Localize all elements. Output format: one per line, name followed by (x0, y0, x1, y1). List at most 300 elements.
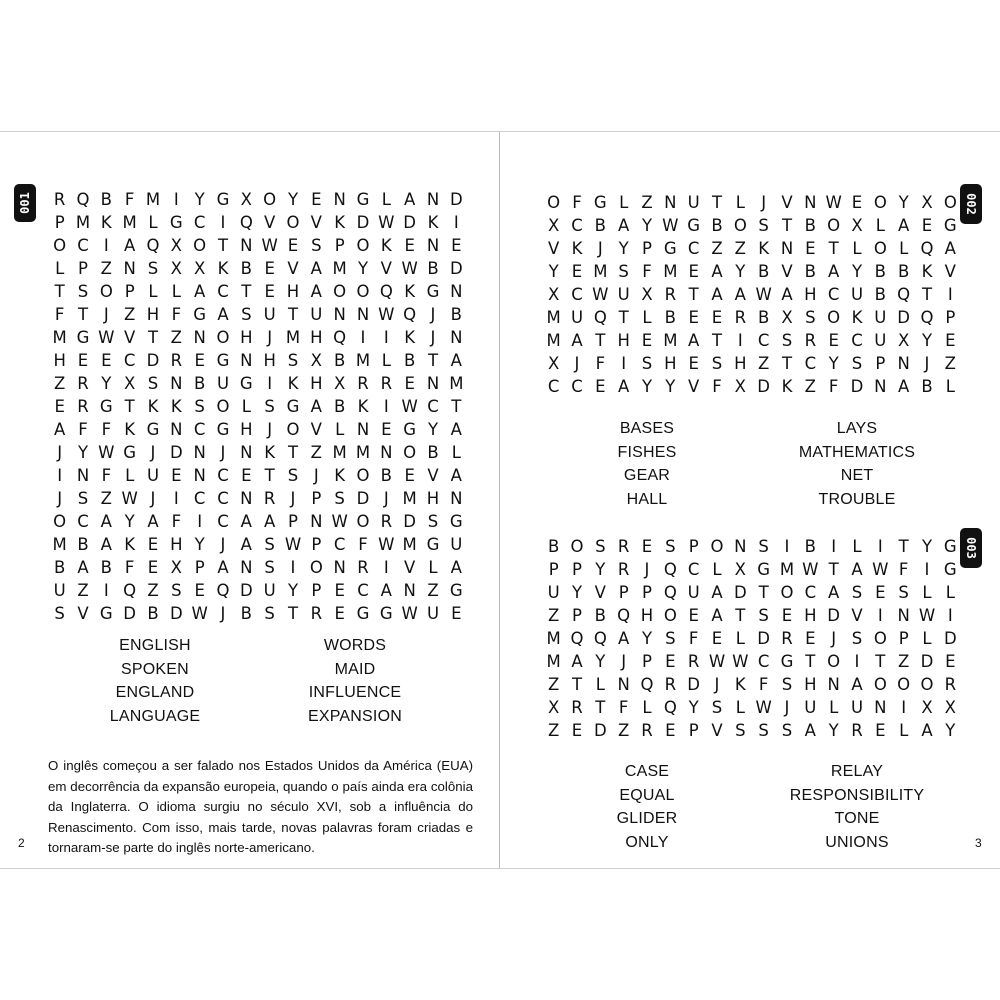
grid-letter: U (874, 308, 887, 328)
grid-letter: I (947, 606, 953, 626)
grid-letter: X (548, 698, 560, 718)
grid-letter: J (597, 239, 603, 259)
grid-letter: E (711, 629, 723, 649)
grid-letter: C (571, 377, 583, 397)
grid-letter: X (548, 285, 560, 305)
grid-letter: S (781, 721, 793, 741)
grid-letter: T (921, 285, 933, 305)
grid-letter: W (261, 236, 278, 256)
grid-letter: Y (665, 377, 676, 397)
grid-letter: Z (100, 259, 112, 279)
grid-letter: N (240, 489, 253, 509)
right-page (500, 132, 1000, 868)
grid-letter: U (617, 285, 630, 305)
grid-letter: N (240, 351, 253, 371)
grid-letter: A (734, 285, 746, 305)
grid-letter: L (922, 629, 932, 649)
grid-letter: W (802, 560, 819, 580)
grid-letter: E (641, 331, 653, 351)
grid-letter: Q (640, 675, 654, 695)
grid-letter: F (572, 193, 582, 213)
grid-letter: Y (898, 193, 909, 213)
grid-letter: C (193, 420, 206, 440)
grid-letter: Q (333, 328, 347, 348)
grid-letter: E (171, 466, 182, 486)
grid-letter: Q (403, 305, 417, 325)
grid-letter: B (54, 558, 66, 578)
grid-letter: I (290, 558, 296, 578)
grid-letter: M (546, 331, 561, 351)
grid-letter: E (805, 239, 816, 259)
grid-letter: B (450, 305, 462, 325)
grid-letter: W (98, 443, 115, 463)
grid-letter: E (194, 351, 205, 371)
grid-letter: L (829, 698, 839, 718)
grid-letter: A (921, 721, 933, 741)
grid-letter: Z (548, 606, 560, 626)
grid-letter: A (194, 282, 206, 302)
grid-letter: R (804, 331, 817, 351)
grid-letter: E (451, 236, 462, 256)
grid-letter: G (239, 374, 253, 394)
grid-letter: M (546, 652, 561, 672)
grid-letter: S (665, 629, 676, 649)
grid-letter: A (804, 721, 816, 741)
grid-letter: X (548, 216, 560, 236)
grid-letter: S (264, 558, 275, 578)
grid-letter: S (241, 305, 252, 325)
grid-letter: T (711, 331, 723, 351)
grid-letter: E (921, 216, 933, 236)
grid-letter: B (77, 535, 89, 555)
grid-letter: U (850, 698, 864, 718)
grid-letter: Y (427, 420, 439, 440)
grid-letter: D (687, 675, 701, 695)
grid-letter: J (313, 466, 319, 486)
grid-letter: S (898, 583, 909, 603)
word-list-001 (55, 634, 455, 728)
grid-letter: K (264, 443, 276, 463)
grid-letter: O (53, 512, 67, 532)
puzzle-number-tab-001 (14, 184, 36, 222)
grid-letter: N (240, 443, 253, 463)
grid-letter: G (449, 581, 463, 601)
grid-letter: T (688, 285, 699, 305)
grid-letter: X (170, 558, 182, 578)
grid-letter: V (548, 239, 560, 259)
word-list-item: WORDS (323, 637, 387, 654)
grid-letter: U (874, 331, 887, 351)
grid-letter: N (897, 354, 910, 374)
grid-letter: A (571, 652, 583, 672)
grid-letter: C (547, 377, 560, 397)
grid-letter: T (217, 236, 229, 256)
grid-letter: T (54, 282, 65, 302)
grid-letter: Q (617, 606, 631, 626)
grid-letter: T (287, 305, 299, 325)
grid-letter: U (850, 285, 864, 305)
grid-letter: A (618, 216, 630, 236)
puzzle-number-tab-002 (960, 184, 982, 224)
grid-letter: C (427, 397, 439, 417)
grid-letter: B (804, 262, 816, 282)
grid-letter: K (334, 466, 346, 486)
grid-letter: Y (945, 721, 956, 741)
grid-letter: M (52, 328, 67, 348)
grid-letter: I (831, 537, 837, 557)
grid-letter: B (100, 190, 112, 210)
grid-letter: I (877, 606, 883, 626)
grid-letter: O (286, 213, 300, 233)
grid-letter: N (874, 377, 887, 397)
word-list-item: GEAR (623, 467, 671, 484)
grid-letter: D (827, 606, 841, 626)
grid-letter: L (241, 397, 251, 417)
grid-letter: Z (734, 239, 746, 259)
grid-letter: U (216, 374, 230, 394)
grid-letter: A (851, 560, 863, 580)
grid-letter: O (193, 236, 207, 256)
grid-letter: H (310, 328, 323, 348)
grid-letter: M (355, 443, 371, 463)
grid-letter: J (574, 354, 580, 374)
grid-letter: Z (618, 721, 630, 741)
grid-letter: I (383, 558, 389, 578)
grid-letter: B (758, 308, 770, 328)
grid-letter: H (426, 489, 440, 509)
grid-letter: W (755, 698, 772, 718)
grid-letter: Y (287, 581, 299, 601)
grid-letter: N (170, 420, 183, 440)
grid-letter: N (450, 282, 463, 302)
grid-letter: S (851, 629, 863, 649)
grid-letter: B (194, 374, 206, 394)
grid-letter: P (642, 239, 652, 259)
grid-letter: D (146, 351, 160, 371)
grid-letter: A (54, 420, 66, 440)
grid-letter: A (217, 558, 229, 578)
grid-letter: Y (641, 377, 653, 397)
grid-letter: V (944, 262, 956, 282)
grid-letter: R (53, 190, 66, 210)
grid-letter: G (99, 604, 113, 624)
grid-letter: A (898, 377, 910, 397)
grid-letter: E (264, 259, 275, 279)
grid-letter: O (547, 193, 561, 213)
grid-letter: Q (663, 698, 677, 718)
grid-letter: I (383, 397, 389, 417)
grid-letter: L (712, 560, 722, 580)
grid-letter: C (217, 282, 229, 302)
grid-letter: E (781, 606, 793, 626)
grid-letter: L (945, 377, 955, 397)
word-list-item: EXPANSION (308, 707, 402, 725)
grid-letter: U (53, 581, 66, 601)
grid-letter: D (897, 308, 911, 328)
grid-letter: Y (194, 190, 205, 210)
grid-letter: S (641, 354, 653, 374)
grid-letter: S (851, 583, 863, 603)
grid-letter: R (781, 629, 793, 649)
grid-letter: E (875, 583, 886, 603)
grid-letter: G (216, 351, 230, 371)
grid-letter: E (688, 354, 699, 374)
grid-letter: C (571, 285, 583, 305)
grid-letter: O (873, 193, 887, 213)
grid-letter: G (449, 512, 463, 532)
grid-letter: W (592, 285, 609, 305)
grid-letter: F (688, 629, 699, 649)
grid-letter: J (621, 652, 627, 672)
grid-letter: I (173, 489, 179, 509)
grid-letter: P (572, 606, 582, 626)
grid-letter: P (875, 354, 886, 374)
grid-letter: M (122, 213, 137, 233)
grid-letter: H (804, 606, 817, 626)
grid-letter: I (57, 466, 63, 486)
grid-letter: Y (921, 537, 933, 557)
grid-letter: W (401, 259, 418, 279)
grid-letter: B (334, 351, 346, 371)
grid-letter: G (426, 535, 440, 555)
grid-letter: N (193, 328, 206, 348)
grid-letter: E (404, 374, 415, 394)
grid-letter: M (355, 351, 371, 371)
grid-letter: B (240, 604, 252, 624)
grid-letter: D (850, 377, 864, 397)
word-list-item: TONE (834, 810, 880, 827)
grid-letter: P (688, 721, 699, 741)
grid-letter: P (194, 558, 205, 578)
grid-letter: C (571, 216, 583, 236)
grid-letter: T (618, 308, 629, 328)
grid-letter: J (267, 328, 273, 348)
grid-letter: T (147, 328, 159, 348)
grid-letter: K (571, 239, 583, 259)
grid-letter: W (191, 604, 208, 624)
grid-letter: B (147, 604, 159, 624)
grid-letter: X (310, 351, 322, 371)
grid-letter: L (899, 721, 909, 741)
grid-letter: B (427, 259, 439, 279)
word-list-item: ONLY (625, 833, 669, 851)
grid-letter: E (665, 652, 676, 672)
grid-letter: Y (641, 216, 653, 236)
grid-letter: C (357, 581, 369, 601)
grid-letter: S (735, 721, 746, 741)
grid-letter: N (380, 443, 393, 463)
grid-letter: K (287, 374, 299, 394)
grid-letter: A (711, 285, 723, 305)
grid-letter: V (711, 721, 723, 741)
grid-letter: V (781, 193, 793, 213)
grid-letter: W (825, 193, 842, 213)
grid-letter: T (124, 397, 135, 417)
grid-letter: W (401, 604, 418, 624)
grid-letter: F (758, 675, 769, 695)
grid-letter: G (216, 190, 230, 210)
grid-letter: A (310, 259, 322, 279)
grid-letter: K (404, 328, 416, 348)
grid-letter: J (220, 535, 226, 555)
grid-letter: O (356, 282, 370, 302)
grid-letter: D (733, 583, 747, 603)
grid-letter: F (642, 262, 652, 282)
grid-letter: Y (595, 560, 606, 580)
grid-letter: T (264, 466, 275, 486)
grid-letter: F (171, 305, 182, 325)
grid-letter: B (594, 216, 606, 236)
grid-letter: F (898, 560, 909, 580)
grid-letter: R (310, 604, 323, 624)
grid-letter: B (758, 262, 770, 282)
grid-letter: N (664, 193, 677, 213)
grid-letter: N (403, 581, 416, 601)
grid-letter: H (804, 285, 817, 305)
grid-letter: S (77, 489, 89, 509)
grid-letter: S (711, 698, 723, 718)
word-list-item: TROUBLE (818, 490, 896, 508)
grid-letter: A (944, 239, 956, 259)
grid-letter: G (193, 305, 207, 325)
grid-letter: N (240, 558, 253, 578)
grid-letter: L (735, 698, 745, 718)
grid-letter: Y (357, 259, 369, 279)
grid-letter: E (945, 652, 956, 672)
grid-letter: J (430, 305, 436, 325)
grid-letter: T (805, 652, 816, 672)
grid-letter: M (75, 213, 91, 233)
grid-letter: Y (921, 331, 933, 351)
grid-letter: K (334, 213, 346, 233)
grid-letter: L (945, 583, 955, 603)
grid-letter: A (217, 305, 229, 325)
grid-letter: M (402, 535, 417, 555)
grid-letter: D (593, 721, 607, 741)
grid-letter: L (595, 675, 605, 695)
grid-letter: E (688, 308, 699, 328)
grid-letter: K (427, 213, 439, 233)
grid-letter: O (897, 675, 911, 695)
grid-letter: X (851, 216, 863, 236)
grid-letter: T (711, 193, 723, 213)
grid-letter: F (171, 512, 182, 532)
grid-letter: S (758, 537, 769, 557)
grid-letter: Q (570, 629, 584, 649)
grid-letter: M (52, 535, 67, 555)
grid-letter: O (356, 236, 370, 256)
grid-letter: Z (804, 377, 816, 397)
grid-letter: D (757, 629, 771, 649)
grid-letter: A (828, 583, 840, 603)
grid-letter: N (426, 374, 440, 394)
grid-letter: K (758, 239, 770, 259)
grid-letter: N (310, 512, 323, 532)
grid-letter: O (216, 397, 230, 417)
grid-letter: E (851, 193, 863, 213)
grid-letter: U (687, 583, 700, 603)
grid-letter: G (356, 190, 370, 210)
grid-letter: S (758, 721, 769, 741)
grid-letter: X (734, 560, 746, 580)
grid-letter: K (357, 397, 369, 417)
grid-letter: X (781, 308, 793, 328)
grid-letter: I (877, 537, 883, 557)
grid-letter: E (311, 190, 322, 210)
grid-letter: V (404, 558, 416, 578)
grid-letter: T (287, 604, 299, 624)
grid-letter: U (687, 193, 700, 213)
info-paragraph: O inglês começou a ser falado nos Estados Unidos da América (EUA) em decorrência da expansão europeia, quando o país ainda era colônia da Inglaterra. O idioma surgiu no século XVI, sob a influência do Renascimento. Com isso, mais tarde, novas palavras foram criadas e tornaram-se parte do inglês norte-americano. (48, 758, 473, 856)
page-number-left: 2 (18, 836, 25, 850)
grid-letter: I (901, 698, 907, 718)
grid-letter: J (430, 328, 436, 348)
grid-letter: D (169, 443, 183, 463)
grid-letter: G (943, 560, 957, 580)
grid-letter: A (124, 236, 136, 256)
grid-letter: P (945, 308, 956, 328)
grid-letter: T (287, 443, 299, 463)
puzzle-number-tab-003 (960, 528, 982, 568)
word-search-grid-001 (48, 189, 468, 626)
grid-letter: R (641, 721, 653, 741)
grid-letter: K (217, 259, 229, 279)
grid-letter: B (898, 262, 910, 282)
grid-letter: A (404, 190, 416, 210)
grid-letter: K (124, 420, 136, 440)
grid-letter: S (618, 262, 629, 282)
grid-letter: B (100, 558, 112, 578)
grid-letter: E (264, 282, 275, 302)
grid-letter: B (404, 351, 416, 371)
grid-letter: S (758, 606, 769, 626)
grid-letter: O (873, 675, 887, 695)
grid-letter: G (943, 537, 957, 557)
grid-letter: I (453, 213, 459, 233)
grid-letter: G (757, 560, 771, 580)
grid-letter: A (711, 262, 723, 282)
grid-letter: B (380, 466, 392, 486)
grid-letter: R (380, 512, 393, 532)
grid-letter: J (924, 354, 930, 374)
grid-letter: T (77, 305, 89, 325)
grid-letter: E (451, 604, 462, 624)
grid-letter: H (640, 606, 654, 626)
grid-letter: S (781, 331, 793, 351)
grid-letter: P (78, 259, 88, 279)
grid-letter: W (121, 489, 138, 509)
grid-letter: Y (287, 190, 299, 210)
grid-letter: J (220, 604, 226, 624)
grid-letter: W (872, 560, 889, 580)
grid-letter: Z (548, 721, 560, 741)
grid-letter: Y (828, 721, 839, 741)
grid-letter: D (757, 377, 771, 397)
grid-letter: S (427, 512, 439, 532)
grid-letter: W (378, 305, 395, 325)
grid-letter: I (173, 190, 179, 210)
grid-letter: U (146, 466, 160, 486)
grid-letter: L (922, 583, 932, 603)
grid-letter: T (875, 652, 886, 672)
grid-letter: R (263, 489, 276, 509)
grid-letter: L (335, 420, 345, 440)
grid-letter: X (124, 374, 136, 394)
grid-letter: C (217, 489, 229, 509)
grid-letter: X (921, 698, 933, 718)
grid-letter: O (733, 216, 747, 236)
grid-letter: A (450, 351, 462, 371)
